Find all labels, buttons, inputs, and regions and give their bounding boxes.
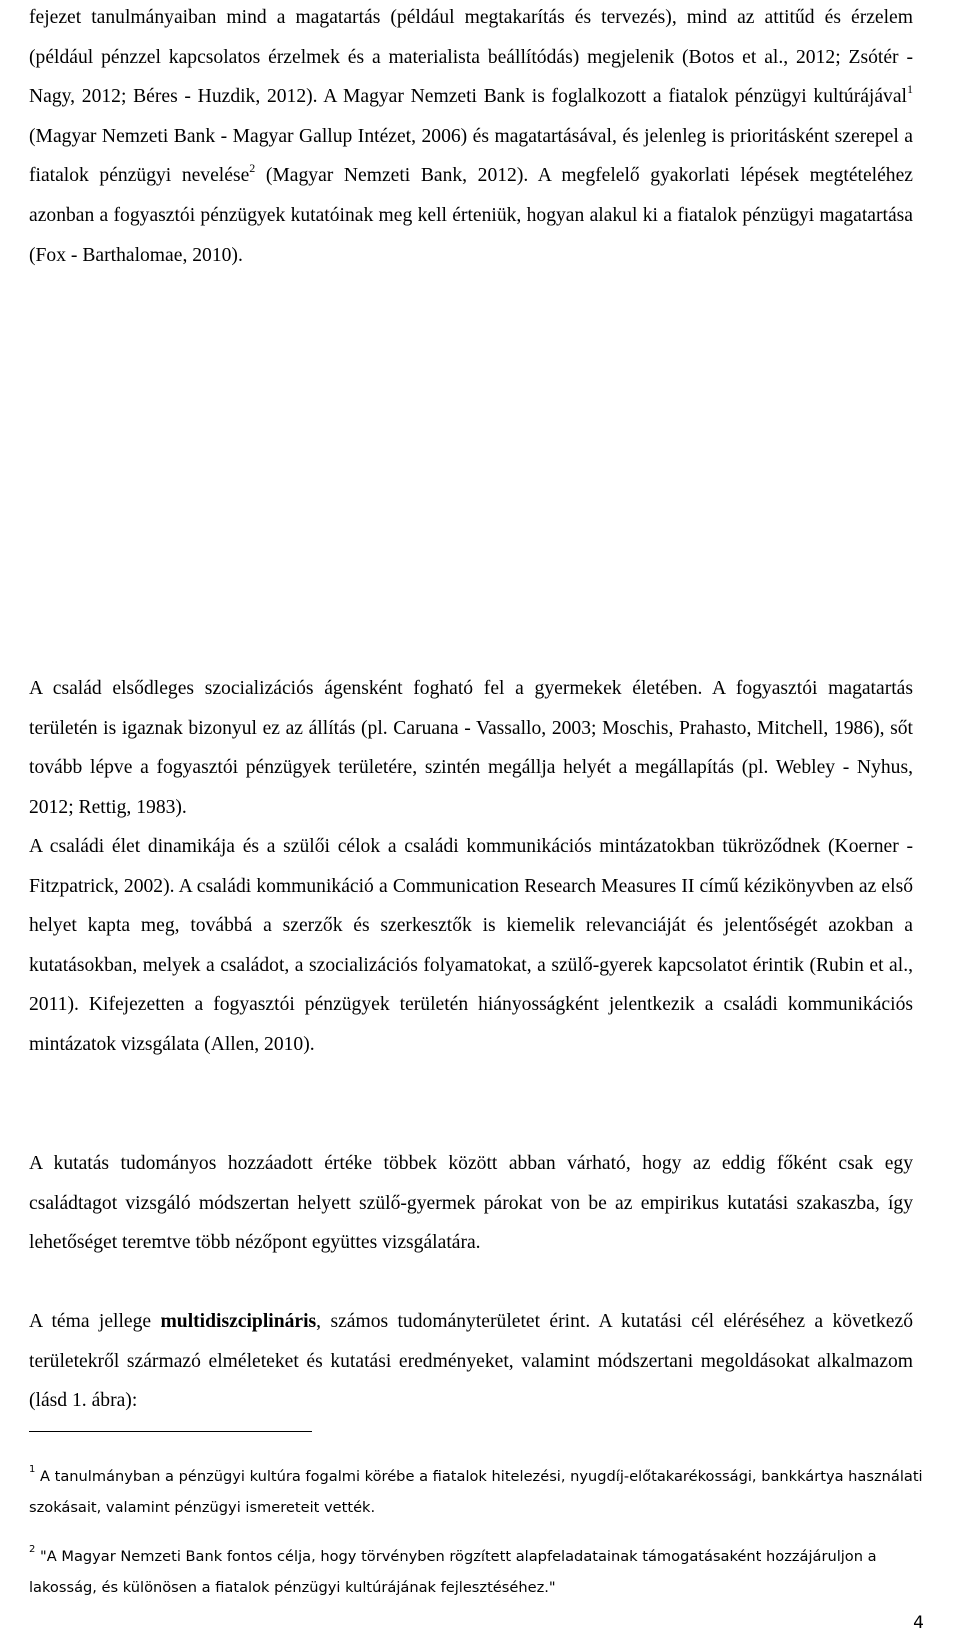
footnote-number: 1 — [29, 1464, 36, 1476]
footnote-1 — [29, 1461, 929, 1523]
paragraph-text: A téma jellege — [29, 1311, 161, 1332]
paragraph-multidisciplinary — [29, 1302, 913, 1421]
footnote-reference-1[interactable]: 1 — [907, 81, 913, 96]
paragraph-research-value: A kutatás tudományos hozzáadott értéke többek között abban várható, hogy az eddig főként csak egy családtagot vizsgáló módszertan helyett szülő-gyermek párokat von be az empirikus kutatási szakaszba, így lehetőséget teremtve több nézőpont együttes vizsgálatára. — [29, 1153, 913, 1254]
paragraph-family-socialization: A család elsődleges szocializációs ágensként fogható fel a gyermekek életében. A fogyasztói magatartás területén is igaznak bizonyul ez az állítás (pl. Caruana - Vassallo, 2003; Moschis, Prahasto, Mitchell, 1986), sőt tovább lépve a fogyasztói pénzügyek területére, szintén megállja helyét a megállapítás (pl. Webley - Nyhus, 2012; Rettig, 1983). — [29, 678, 913, 818]
footnote-text: A tanulmányban a pénzügyi kultúra fogalmi körébe a fiatalok hitelezési, nyugdíj-előtakarékossági, bankkártya használati szokásait, valamint pénzügyi ismereteit vették. — [29, 1468, 923, 1516]
page-number: 4 — [913, 1613, 924, 1633]
footnote-2 — [29, 1541, 929, 1603]
footnote-number: 2 — [29, 1544, 36, 1556]
footnote-text: "A Magyar Nemzeti Bank fontos célja, hogy törvényben rögzített alapfeladatainak támogatásaként hozzájáruljon a lakosság, és különösen a fiatalok pénzügyi kultúrájának fejlesztéséhez." — [29, 1548, 877, 1596]
paragraph-text: (Magyar Nemzeti Bank, 2012). A megfelelő gyakorlati lépések megtételéhez azonban a fogyasztói pénzügyek kutatóinak meg kell érteniük, hogyan alakul ki a fiatalok pénzügyi magatartása (Fox - Barthalomae, 2010). — [29, 165, 913, 266]
paragraph-text: fejezet tanulmányaiban mind a magatartás (például megtakarítás és tervezés), mind az attitűd és érzelem (például pénzzel kapcsolatos érzelmek és a materialista beállítódás) megjelenik (Botos et al., 2012; Zsótér - Nagy, 2012; Béres - Huzdik, 2012). A Magyar Nemzeti Bank is foglalkozott a fiatalok pénzügyi kultúrájával — [29, 7, 913, 108]
bold-term: multidiszciplináris — [160, 1311, 317, 1332]
paragraph-text: (Magyar Nemzeti Bank - Magyar Gallup Intézet, 2006) és magatartásával, és jelenleg is prioritásként szerepel a fiatalok pénzügyi nevelése — [29, 125, 913, 187]
paragraph-financial-culture — [29, 0, 913, 275]
footnote-separator — [29, 1431, 312, 1432]
footnote-reference-2[interactable]: 2 — [249, 160, 256, 175]
paragraph-text: , számos tudományterületet érint. A kutatási cél eléréséhez a következő területekről származó elméleteket és kutatási eredményeket, valamint módszertani megoldásokat alkalmazom (lásd 1. ábra): — [29, 1311, 914, 1412]
paragraph-family-communication: A családi élet dinamikája és a szülői célok a családi kommunikációs mintázatokban tükröződnek (Koerner - Fitzpatrick, 2002). A családi kommunikáció a Communication Research Measures II című kézikönyvben az első helyet kapta meg, továbbá a szerzők és szerkesztők is kiemelik relevanciáját és jelentőségét azokban a kutatásokban, melyek a családot, a szocializációs folyamatokat, a szülő-gyerek kapcsolatot érintik (Rubin et al., 2011). Kifejezetten a fogyasztói pénzügyek területén hiányosságként jelentkezik a családi kommunikációs mintázatok vizsgálata (Allen, 2010). — [29, 836, 913, 1055]
